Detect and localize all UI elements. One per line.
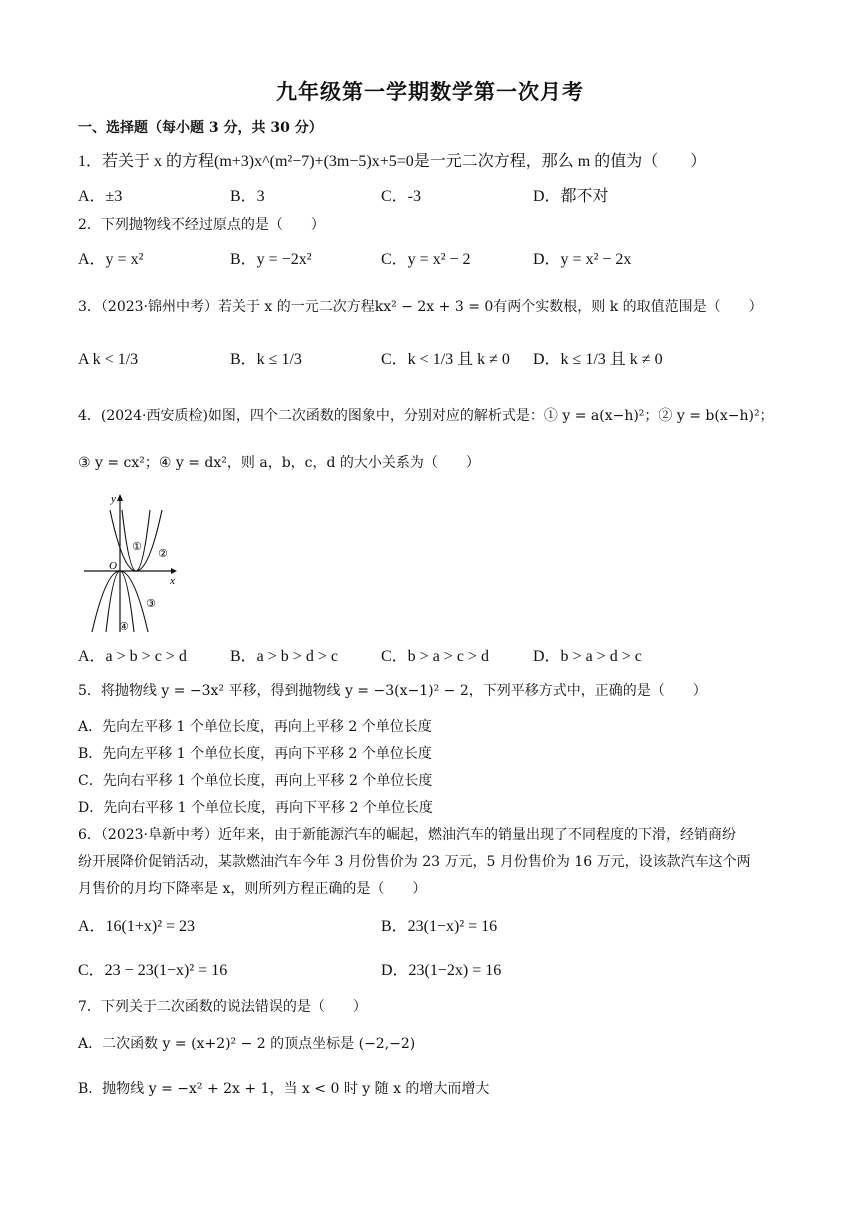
- q4-option-d: D．b > a > d > c: [533, 648, 642, 665]
- question-4-stem-line2: ③ y = cx²；④ y = dx²，则 a，b，c，d 的大小关系为（ ）: [78, 455, 480, 471]
- question-4-stem-line1: 4．(2024·西安质检)如图，四个二次函数的图象中，分别对应的解析式是：① y = a(x−h)²；② y = b(x−h)²；: [78, 408, 774, 424]
- q5-option-c: C．先向右平移 1 个单位长度，再向上平移 2 个单位长度: [78, 773, 433, 789]
- curve-3-label: ③: [146, 597, 156, 610]
- q3-option-b: B．k ≤ 1/3: [230, 351, 302, 368]
- question-3-stem: 3．（2023·锦州中考）若关于 x 的一元二次方程kx² − 2x + 3 = 0有两个实数根，则 k 的取值范围是（ ）: [78, 299, 763, 315]
- q5-option-b: B．先向左平移 1 个单位长度，再向下平移 2 个单位长度: [78, 746, 432, 762]
- y-axis-arrow-icon: [117, 494, 123, 501]
- origin-label: O: [109, 560, 117, 572]
- q3-option-d: D．k ≤ 1/3 且 k ≠ 0: [533, 351, 663, 368]
- q1-option-c: C．-3: [381, 188, 422, 205]
- q1-option-a: A．±3: [78, 188, 123, 205]
- curve-4-label: ④: [119, 620, 129, 633]
- q4-option-b: B．a > b > d > c: [230, 648, 338, 665]
- q6-option-c: C．23 − 23(1−x)² = 16: [78, 962, 228, 979]
- x-axis-arrow-icon: [171, 568, 177, 574]
- q5-option-d: D．先向右平移 1 个单位长度，再向下平移 2 个单位长度: [78, 800, 433, 816]
- question-7-stem: 7．下列关于二次函数的说法错误的是（ ）: [78, 999, 367, 1015]
- q6-option-d: D．23(1−2x) = 16: [381, 962, 502, 979]
- parabola-graph: [78, 490, 182, 636]
- section-heading: 一、选择题（每小题 3 分，共 30 分）: [78, 120, 323, 136]
- question-2-stem: 2．下列抛物线不经过原点的是（ ）: [78, 217, 325, 233]
- q4-option-c: C．b > a > c > d: [381, 648, 489, 665]
- question-1-stem: 1．若关于 x 的方程(m+3)x^(m²−7)+(3m−5)x+5=0是一元二次方程，那么 m 的值为（ ）: [78, 153, 707, 170]
- q3-option-c: C．k < 1/3 且 k ≠ 0: [381, 351, 510, 368]
- q2-option-d: D．y = x² − 2x: [533, 251, 632, 268]
- q6-option-a: A．16(1+x)² = 23: [78, 918, 196, 935]
- q2-option-b: B．y = −2x²: [230, 251, 312, 268]
- q1-option-d: D．都不对: [533, 188, 609, 205]
- q5-option-a: A．先向左平移 1 个单位长度，再向上平移 2 个单位长度: [78, 719, 432, 735]
- x-axis-label: x: [170, 575, 175, 587]
- question-6-line1: 6．（2023·阜新中考）近年来，由于新能源汽车的崛起，燃油汽车的销量出现了不同程度的下滑，经销商纷: [78, 827, 736, 843]
- question-6-line3: 月售价的月均下降率是 x，则所列方程正确的是（ ）: [78, 881, 427, 897]
- question-5-stem: 5．将抛物线 y = −3x² 平移，得到抛物线 y = −3(x−1)² − 2，下列平移方式中，正确的是（ ）: [78, 683, 707, 699]
- y-axis-label: y: [111, 493, 116, 505]
- q2-option-c: C．y = x² − 2: [381, 251, 471, 268]
- q4-option-a: A．a > b > c > d: [78, 648, 187, 665]
- q2-option-a: A．y = x²: [78, 251, 144, 268]
- question-6-line2: 纷开展降价促销活动，某款燃油汽车今年 3 月份售价为 23 万元，5 月份售价为 16 万元，设该款汽车这个两: [78, 854, 751, 870]
- q3-option-a: A k < 1/3: [78, 351, 139, 368]
- q1-option-b: B．3: [230, 188, 265, 205]
- curve-2-label: ②: [158, 547, 168, 560]
- q7-option-b: B．抛物线 y = −x² + 2x + 1，当 x < 0 时 y 随 x 的增大而增大: [78, 1081, 490, 1097]
- page-title: 九年级第一学期数学第一次月考: [276, 79, 584, 104]
- curve-1-label: ①: [132, 540, 142, 553]
- q7-option-a: A．二次函数 y = (x+2)² − 2 的顶点坐标是 (−2,−2): [78, 1036, 416, 1052]
- q6-option-b: B．23(1−x)² = 16: [381, 918, 498, 935]
